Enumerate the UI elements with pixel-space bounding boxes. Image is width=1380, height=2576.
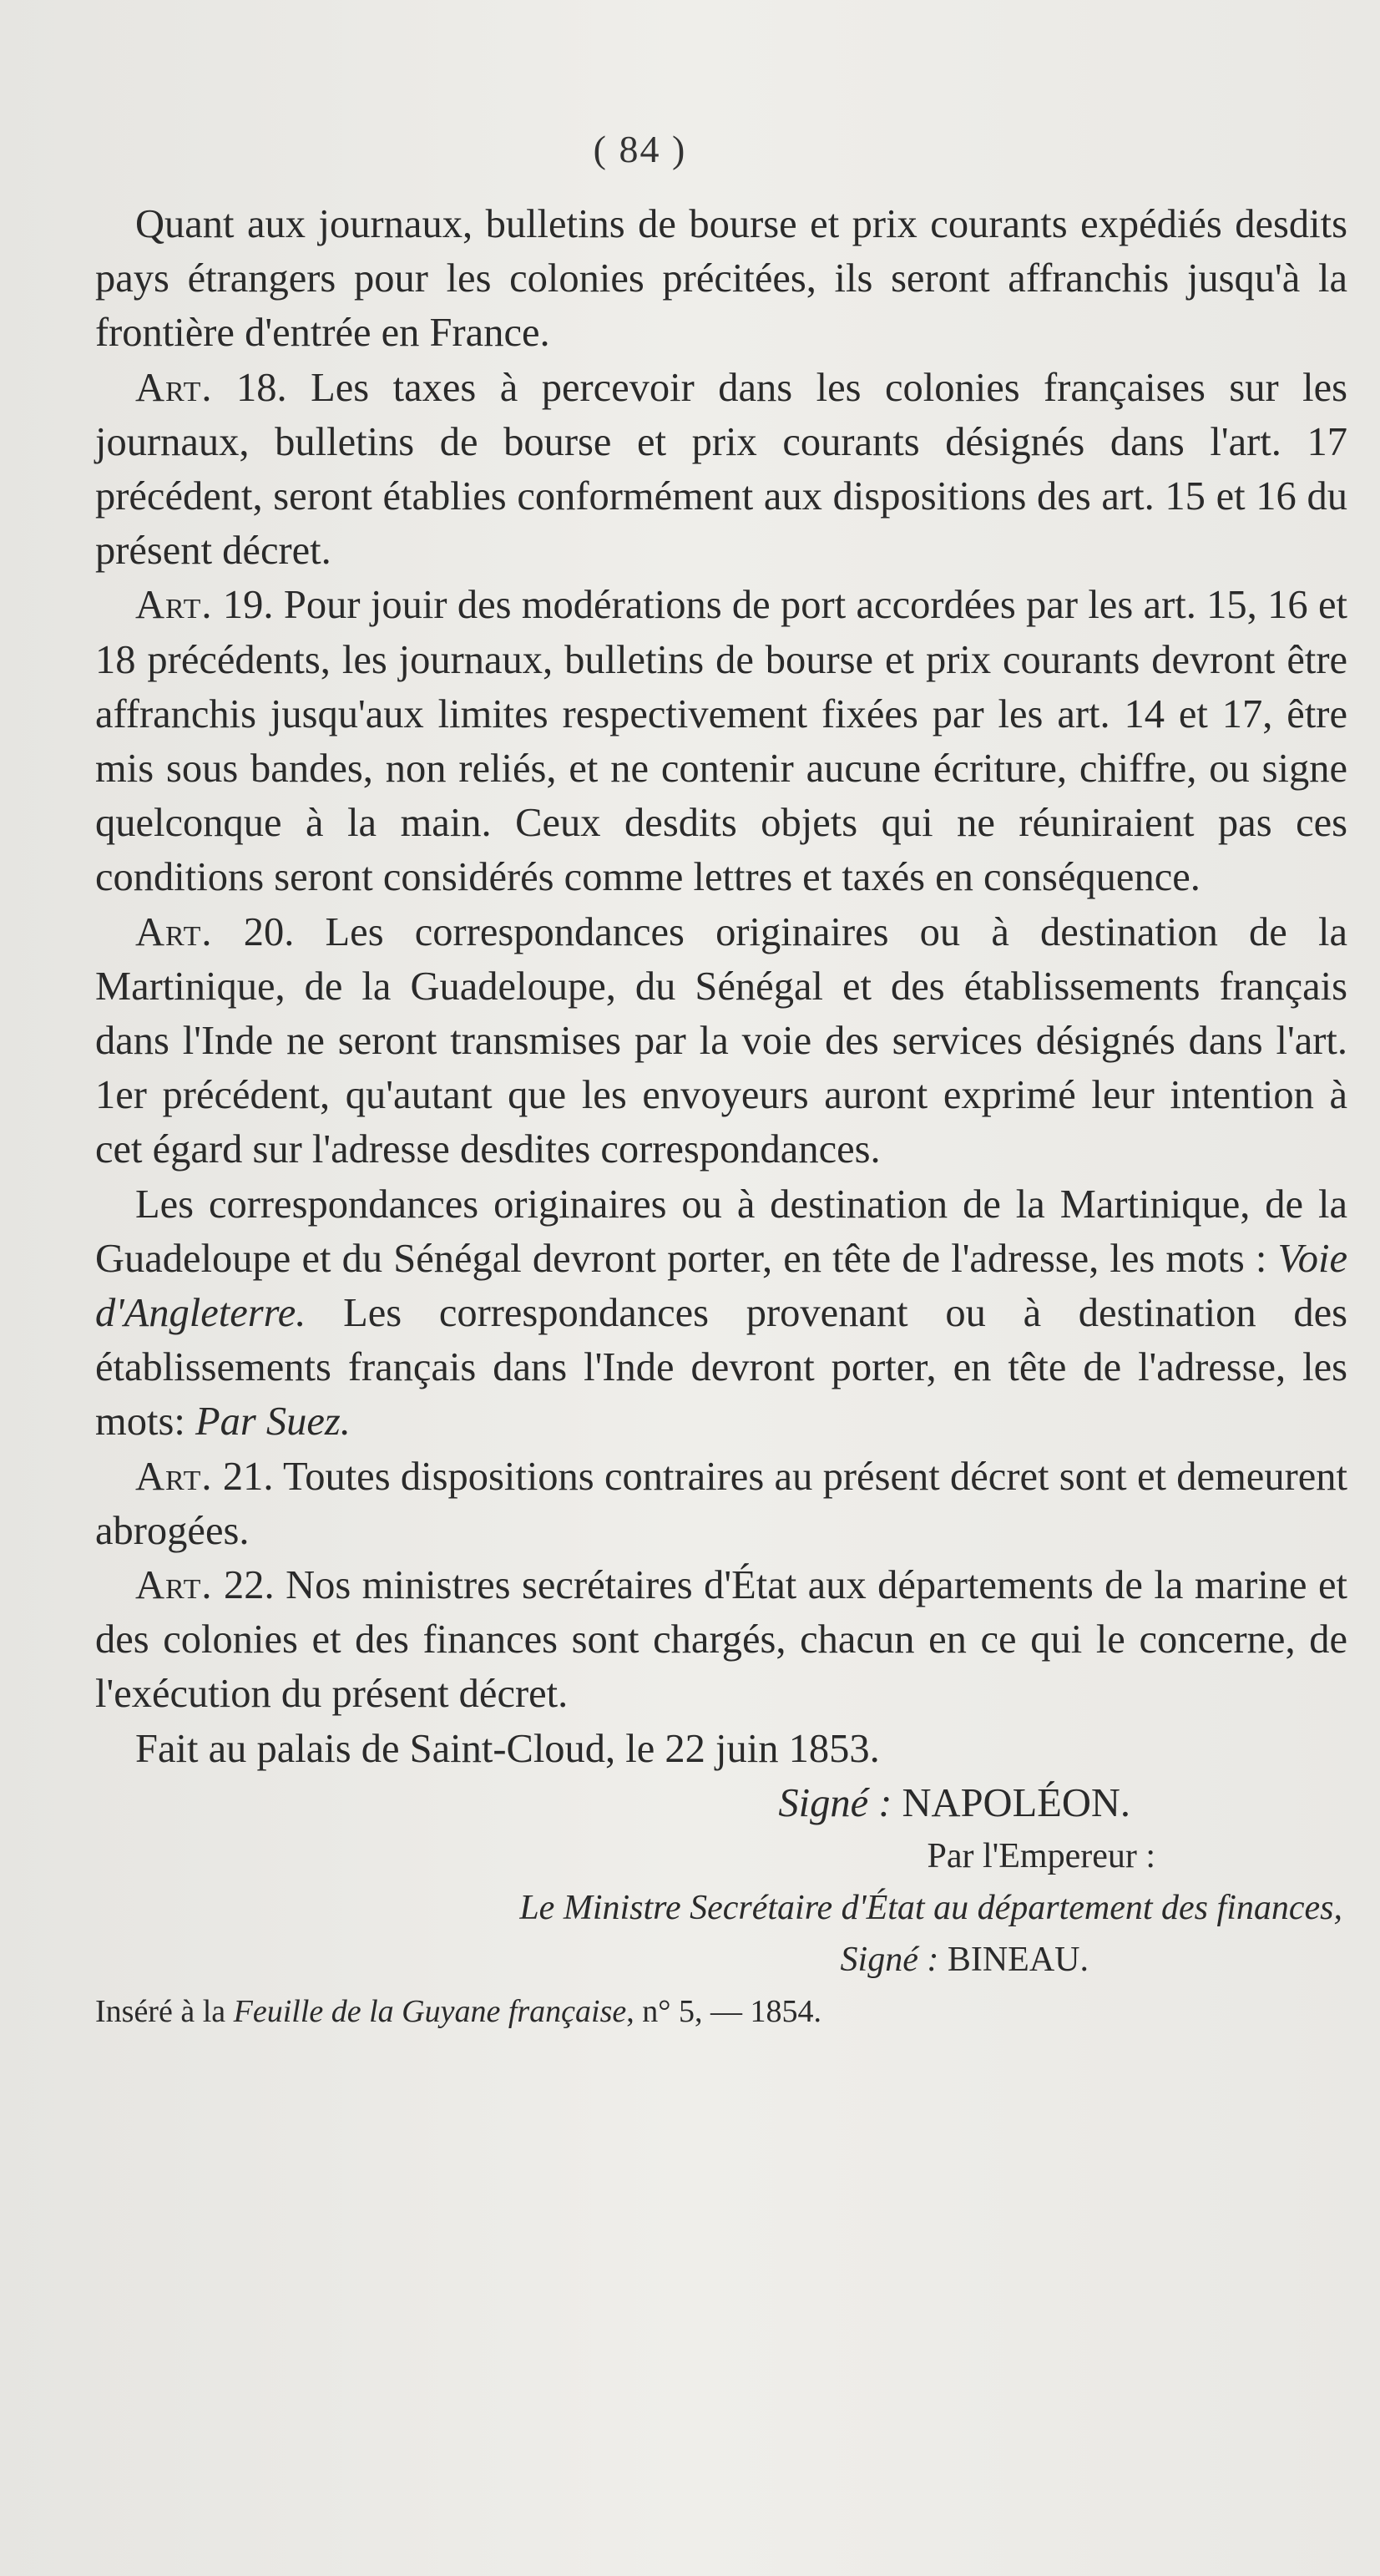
article-label: Art. [135, 909, 213, 954]
article-text: 18. Les taxes à percevoir dans les colonies françaises sur les journaux, bulletins de bourse et prix courants désignés dans l'art. 17 précédent, seront établies conformément aux dispositions des art. 15 et 16 du présent décret. [95, 365, 1348, 574]
dating-line: Fait au palais de Saint-Cloud, le 22 juin 1853. [135, 1726, 880, 1771]
insertion-source: Feuille de la Guyane française [233, 1994, 627, 2030]
paragraph: Quant aux journaux, bulletins de bourse et prix courants expédiés desdits pays étrangers pour les colonies précitées, ils seront affranchis jusqu'à la frontière d'entrée en France. [95, 202, 1347, 356]
insertion-prefix: Inséré à la [95, 1994, 226, 2030]
signature-napoleon [95, 1776, 1347, 1830]
signature-name: NAPOLÉON. [902, 1780, 1130, 1825]
insertion-note [95, 1986, 1347, 2037]
italic-phrase: Par Suez. [195, 1399, 351, 1445]
article-18 [95, 361, 1347, 579]
article-label: Art. [135, 583, 213, 628]
signature-label: Signé : [840, 1941, 939, 1980]
body-text [95, 197, 1347, 2037]
article-text: 20. Les correspondances originaires ou à destination de la Martinique, de la Guadeloupe, du Sénégal et des établissements français dans l'Inde ne seront transmises par la voie des services désignés dans l'art. 1er précédent, qu'autant que les envoyeurs auront exprimé leur intention à cet égard sur l'adresse desdites correspondances. [95, 909, 1348, 1172]
article-text: 21. Toutes dispositions contraires au présent décret sont et demeurent abrogées. [95, 1454, 1347, 1553]
article-21 [95, 1450, 1347, 1558]
page-number: ( 84 ) [593, 128, 687, 170]
article-19 [95, 578, 1347, 904]
article-text: 19. Pour jouir des modérations de port accordées par les art. 15, 16 et 18 précédents, les journaux, bulletins de bourse et prix courants devront être affranchis jusqu'aux limites respectivement fixées par les art. 14 et 17, être mis sous bandes, non reliés, et ne contenir aucune écriture, chiffre, ou signe quelconque à la main. Ceux desdits objets qui ne réuniraient pas ces conditions seront considérés comme lettres et taxés en conséquence. [95, 583, 1347, 900]
insertion-suffix: , n° 5, — 1854. [626, 1994, 821, 2030]
par-empereur: Par l'Empereur : [927, 1837, 1155, 1876]
signature-label: Signé : [778, 1780, 892, 1825]
article-text: 22. Nos ministres secrétaires d'État aux départements de la marine et des colonies et des finances sont chargés, chacun en ce qui le concerne, de l'exécution du présent décret. [95, 1563, 1348, 1717]
article-label: Art. [135, 1454, 213, 1499]
italic-phrase: Voie d'Angleterre. [95, 1236, 1348, 1336]
paragraph-text: Les correspondances provenant ou à destination des établissements français dans l'Inde devront porter, en tête de l'adresse, les mots: [95, 1291, 1347, 1445]
minister-title: Le Ministre Secrétaire d'État au département des finances, [519, 1889, 1342, 1928]
paragraph [95, 1177, 1347, 1450]
signature-bineau [95, 1934, 1347, 1986]
article-label: Art. [135, 1563, 213, 1608]
article-20 [95, 905, 1347, 1177]
article-22 [95, 1558, 1347, 1722]
paragraph-text: Les correspondances originaires ou à destination de la Martinique, de la Guadeloupe et du Sénégal devront porter, en tête de l'adresse, les mots : [95, 1182, 1347, 1281]
signature-name: BINEAU. [947, 1941, 1089, 1980]
article-label: Art. [135, 365, 213, 410]
